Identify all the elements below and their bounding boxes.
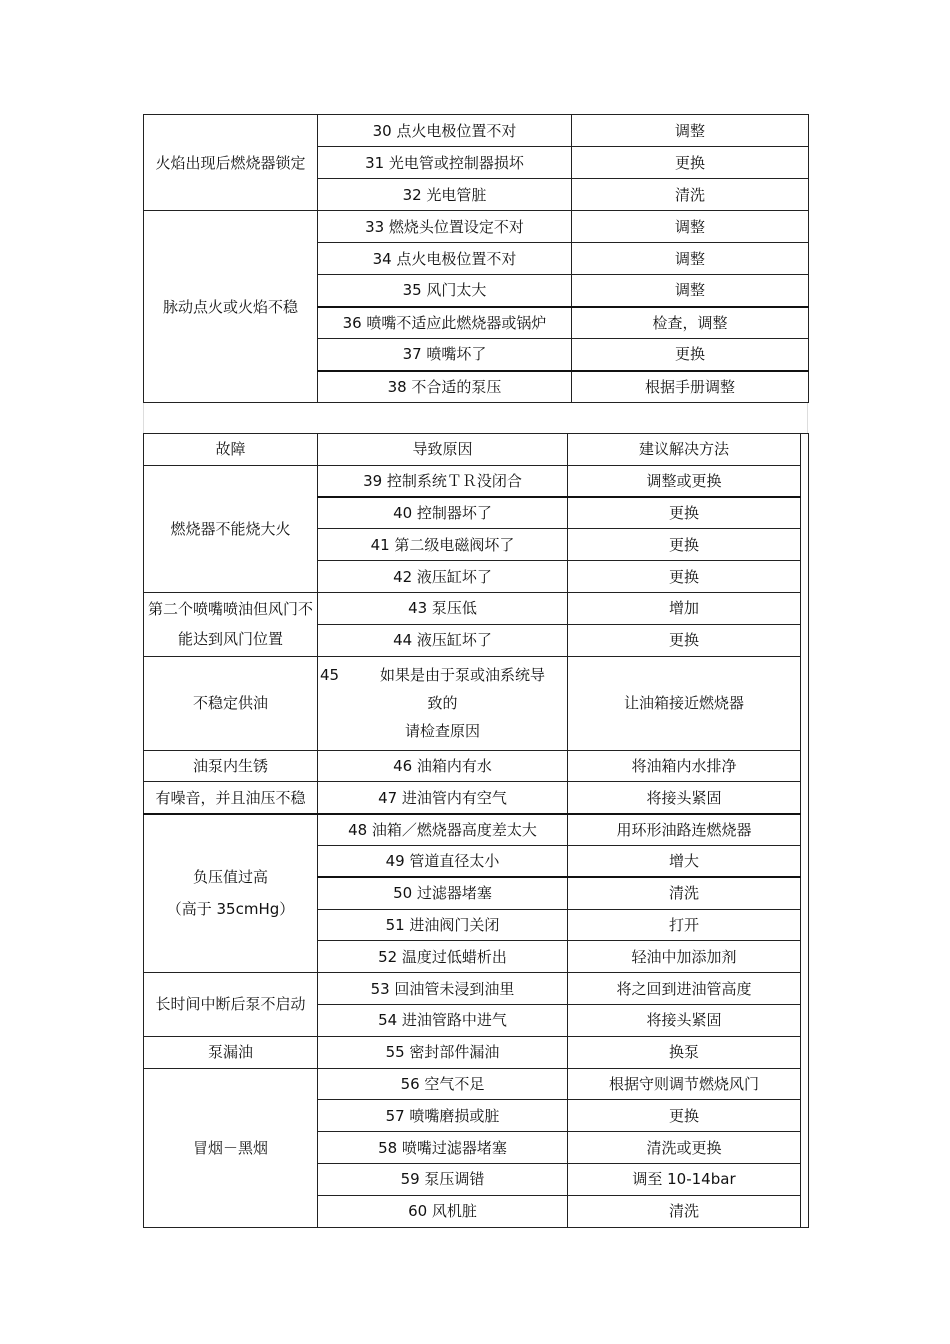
fault-note: （高于 35cmHg） bbox=[166, 900, 295, 919]
table-gap bbox=[143, 403, 808, 433]
cause-cell: 42 液压缸坏了 bbox=[318, 561, 568, 593]
table-row bbox=[144, 1036, 809, 1068]
solution-cell: 更换 bbox=[572, 339, 809, 371]
solution-cell: 调至 10-14bar bbox=[568, 1163, 801, 1195]
cause-cell: 35 风门太大 bbox=[318, 275, 572, 307]
fault-cell: 火焰出现后燃烧器锁定 bbox=[144, 115, 318, 211]
solution-cell: 轻油中加添加剂 bbox=[568, 941, 801, 973]
cause-cell: 31 光电管或控制器损坏 bbox=[318, 147, 572, 179]
cause-first-line bbox=[320, 661, 565, 689]
table-row bbox=[144, 973, 809, 1005]
fault-cell: 冒烟－黑烟 bbox=[144, 1068, 318, 1227]
solution-cell: 调整 bbox=[572, 243, 809, 275]
cause-cell: 47 进油管内有空气 bbox=[318, 782, 568, 814]
cause-cell: 52 温度过低蜡析出 bbox=[318, 941, 568, 973]
cause-number: 45 bbox=[320, 666, 340, 685]
solution-cell: 更换 bbox=[568, 529, 801, 561]
solution-cell: 调整 bbox=[572, 115, 809, 147]
fault-title: 负压值过高 bbox=[192, 868, 268, 887]
cause-cell: 41 第二级电磁阀坏了 bbox=[318, 529, 568, 561]
fault-cell: 脉动点火或火焰不稳 bbox=[144, 211, 318, 403]
solution-cell: 换泵 bbox=[568, 1036, 801, 1068]
fault-cell: 长时间中断后泵不启动 bbox=[144, 973, 318, 1037]
solution-cell: 调整 bbox=[572, 275, 809, 307]
solution-cell: 将油箱内水排净 bbox=[568, 750, 801, 782]
solution-cell: 清洗或更换 bbox=[568, 1132, 801, 1164]
fault-cell: 泵漏油 bbox=[144, 1036, 318, 1068]
solution-cell: 增大 bbox=[568, 845, 801, 877]
cause-line2: 致的 bbox=[427, 694, 458, 713]
solution-cell: 将接头紧固 bbox=[568, 1004, 801, 1036]
cause-cell: 33 燃烧头位置设定不对 bbox=[318, 211, 572, 243]
cause-cell: 34 点火电极位置不对 bbox=[318, 243, 572, 275]
fault-cell: 不稳定供油 bbox=[144, 656, 318, 750]
table-row bbox=[144, 814, 809, 846]
solution-cell: 更换 bbox=[568, 497, 801, 529]
cause-cell: 39 控制系统ＴＲ没闭合 bbox=[318, 465, 568, 497]
table-row bbox=[144, 750, 809, 782]
fault-cell bbox=[144, 814, 318, 973]
solution-cell: 更换 bbox=[572, 147, 809, 179]
table-row bbox=[144, 465, 809, 497]
solution-cell: 检查，调整 bbox=[572, 307, 809, 339]
header-cause: 导致原因 bbox=[318, 434, 568, 466]
cause-cell: 37 喷嘴坏了 bbox=[318, 339, 572, 371]
cause-cell: 30 点火电极位置不对 bbox=[318, 115, 572, 147]
fault-cell: 燃烧器不能烧大火 bbox=[144, 465, 318, 592]
cause-cell: 57 喷嘴磨损或脏 bbox=[318, 1100, 568, 1132]
solution-cell: 更换 bbox=[568, 624, 801, 656]
cause-cell bbox=[318, 656, 568, 750]
header-fault: 故障 bbox=[144, 434, 318, 466]
solution-cell: 打开 bbox=[568, 909, 801, 941]
cause-cell: 40 控制器坏了 bbox=[318, 497, 568, 529]
solution-cell: 调整 bbox=[572, 211, 809, 243]
table-row bbox=[144, 211, 809, 243]
cause-cell: 46 油箱内有水 bbox=[318, 750, 568, 782]
table-row bbox=[144, 1068, 809, 1100]
solution-cell: 增加 bbox=[568, 592, 801, 624]
solution-cell: 让油箱接近燃烧器 bbox=[568, 656, 801, 750]
fault-cell: 有噪音，并且油压不稳 bbox=[144, 782, 318, 814]
solution-cell: 根据守则调节燃烧风门 bbox=[568, 1068, 801, 1100]
solution-cell: 清洗 bbox=[568, 1195, 801, 1227]
cause-cell: 43 泵压低 bbox=[318, 592, 568, 624]
fault-cell: 油泵内生锈 bbox=[144, 750, 318, 782]
cause-cell: 38 不合适的泵压 bbox=[318, 371, 572, 403]
cause-cell: 60 风机脏 bbox=[318, 1195, 568, 1227]
table-row bbox=[144, 656, 809, 750]
cause-cell: 59 泵压调错 bbox=[318, 1163, 568, 1195]
cause-cell: 36 喷嘴不适应此燃烧器或锅炉 bbox=[318, 307, 572, 339]
solution-cell: 清洗 bbox=[572, 179, 809, 211]
solution-cell: 根据手册调整 bbox=[572, 371, 809, 403]
cause-cell: 50 过滤器堵塞 bbox=[318, 877, 568, 909]
table-row bbox=[144, 115, 809, 147]
cause-line1: 如果是由于泵或油系统导 bbox=[380, 666, 546, 685]
table-row bbox=[144, 592, 809, 624]
right-edge-column bbox=[801, 434, 809, 1228]
fault-table-part2 bbox=[143, 433, 809, 1228]
header-solution: 建议解决方法 bbox=[568, 434, 801, 466]
cause-cell: 55 密封部件漏油 bbox=[318, 1036, 568, 1068]
fault-cell: 第二个喷嘴喷油但风门不能达到风门位置 bbox=[144, 592, 318, 656]
cause-cell: 32 光电管脏 bbox=[318, 179, 572, 211]
table-header-row bbox=[144, 434, 809, 466]
table-row bbox=[144, 782, 809, 814]
cause-line3: 请检查原因 bbox=[404, 722, 480, 741]
solution-cell: 清洗 bbox=[568, 877, 801, 909]
solution-cell: 调整或更换 bbox=[568, 465, 801, 497]
fault-table-part1 bbox=[143, 114, 809, 403]
cause-cell: 58 喷嘴过滤器堵塞 bbox=[318, 1132, 568, 1164]
solution-cell: 将之回到进油管高度 bbox=[568, 973, 801, 1005]
cause-cell: 49 管道直径太小 bbox=[318, 845, 568, 877]
cause-cell: 53 回油管未浸到油里 bbox=[318, 973, 568, 1005]
cause-cell: 44 液压缸坏了 bbox=[318, 624, 568, 656]
cause-cell: 56 空气不足 bbox=[318, 1068, 568, 1100]
solution-cell: 用环形油路连燃烧器 bbox=[568, 814, 801, 846]
cause-cell: 48 油箱／燃烧器高度差太大 bbox=[318, 814, 568, 846]
cause-cell: 51 进油阀门关闭 bbox=[318, 909, 568, 941]
solution-cell: 更换 bbox=[568, 561, 801, 593]
solution-cell: 更换 bbox=[568, 1100, 801, 1132]
solution-cell: 将接头紧固 bbox=[568, 782, 801, 814]
cause-cell: 54 进油管路中进气 bbox=[318, 1004, 568, 1036]
